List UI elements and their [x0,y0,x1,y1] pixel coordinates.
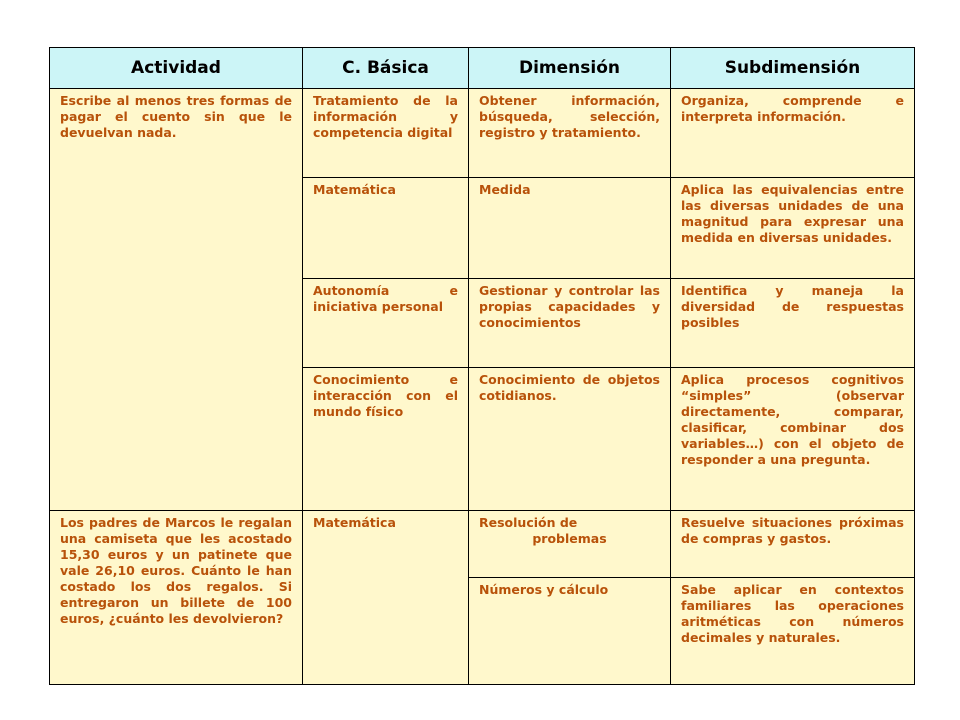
dimension-line-1: Resolución de [479,515,578,530]
basica-cell: Autonomía e iniciativa personal [303,279,469,368]
header-actividad: Actividad [50,48,303,89]
dimension-cell: Medida [469,178,671,279]
header-c-basica: C. Básica [303,48,469,89]
basica-cell: Matemática [303,511,469,685]
dimension-cell: Números y cálculo [469,578,671,685]
dimension-cell: Obtener información, búsqueda, selección, registro y tratamiento. [469,89,671,178]
basica-cell: Matemática [303,178,469,279]
header-row [50,48,915,89]
header-dimension: Dimensión [469,48,671,89]
activity-1-cell: Escribe al menos tres formas de pagar el cuento sin que le devuelvan nada. [50,89,303,511]
subdimension-cell: Sabe aplicar en contextos familiares las operaciones aritméticas con números decimales y naturales. [671,578,915,685]
subdimension-cell: Aplica procesos cognitivos “simples” (observar directamente, comparar, clasificar, combinar dos variables…) con el objeto de responder a una pregunta. [671,368,915,511]
table-row [50,511,915,578]
activity-2-cell: Los padres de Marcos le regalan una camiseta que les acostado 15,30 euros y un patinete que vale 26,10 euros. Cuánto le han costado los dos regalos. Si entregaron un billete de 100 euros, ¿cuánto les devolvieron? [50,511,303,685]
basica-cell: Tratamiento de la información y competencia digital [303,89,469,178]
dimension-cell: Conocimiento de objetos cotidianos. [469,368,671,511]
table-row [50,89,915,178]
dimension-line-2: problemas [532,531,607,546]
competencies-table [49,47,915,685]
subdimension-cell: Organiza, comprende e interpreta información. [671,89,915,178]
basica-cell: Conocimiento e interacción con el mundo físico [303,368,469,511]
dimension-cell [469,511,671,578]
subdimension-cell: Resuelve situaciones próximas de compras y gastos. [671,511,915,578]
header-subdimension: Subdimensión [671,48,915,89]
subdimension-cell: Identifica y maneja la diversidad de respuestas posibles [671,279,915,368]
subdimension-cell: Aplica las equivalencias entre las diversas unidades de una magnitud para expresar una medida en diversas unidades. [671,178,915,279]
dimension-cell: Gestionar y controlar las propias capacidades y conocimientos [469,279,671,368]
